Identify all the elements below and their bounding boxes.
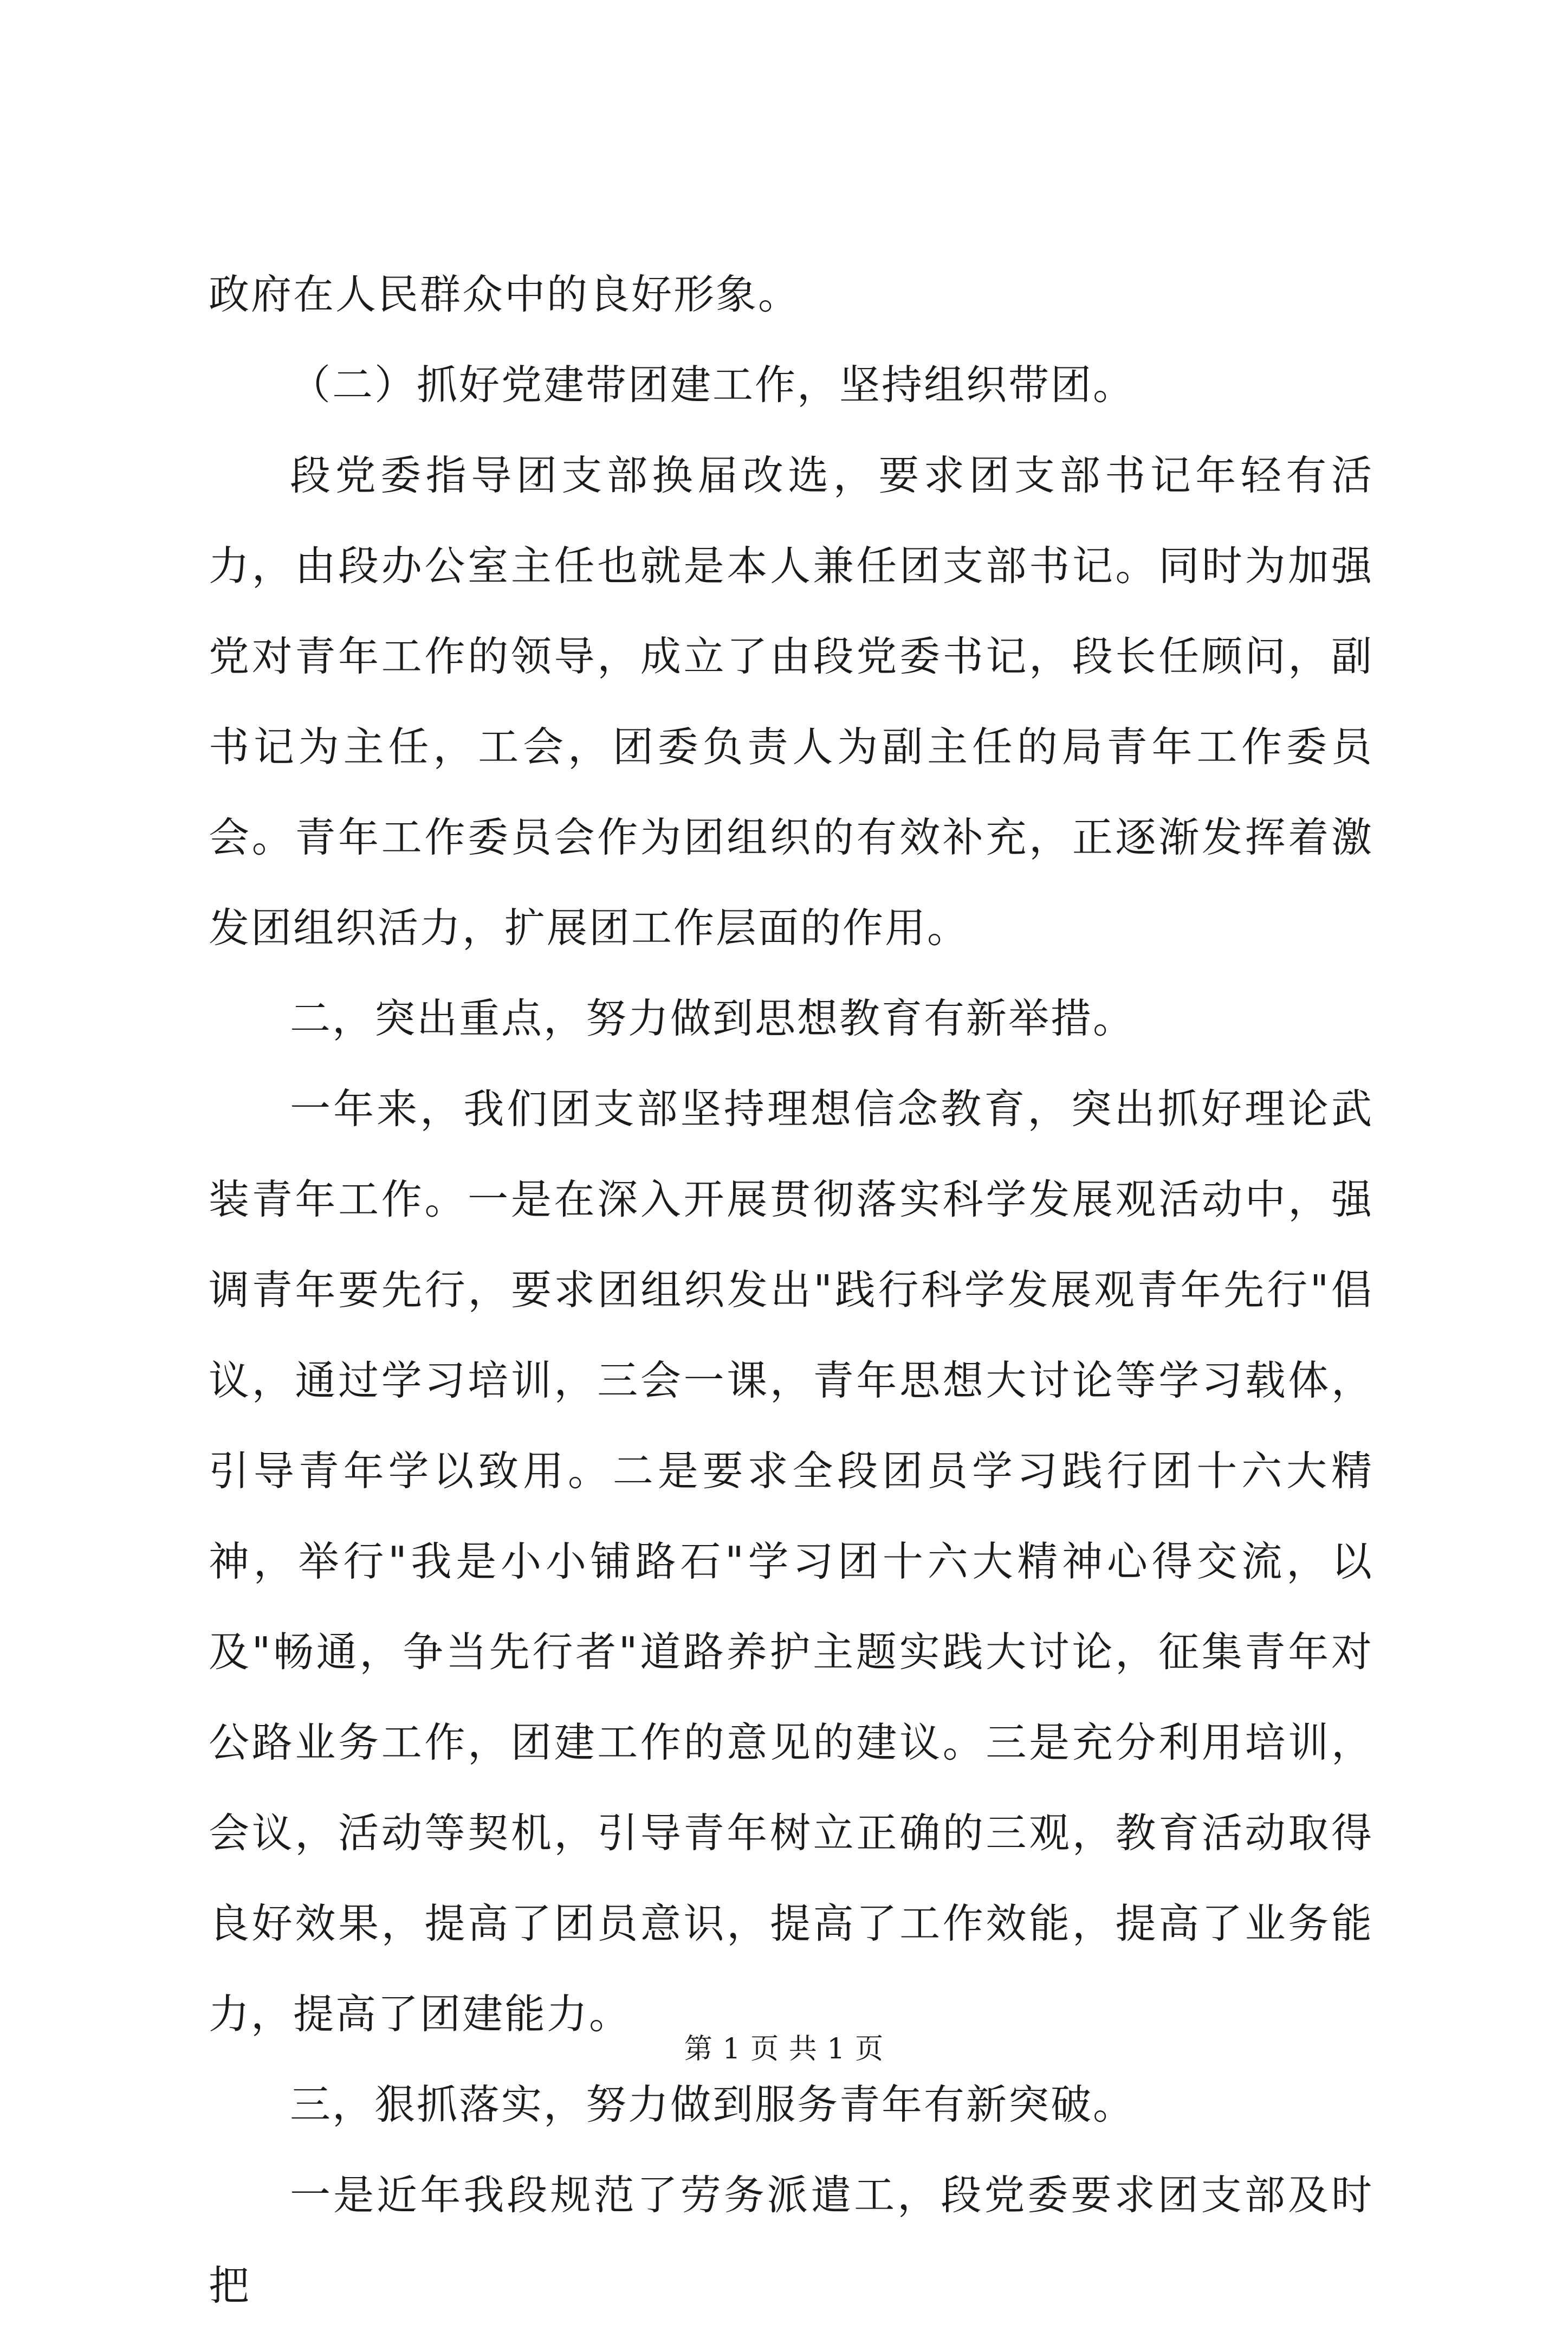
paragraph-5: 一年来，我们团支部坚持理想信念教育，突出抓好理论武装青年工作。一是在深入开展贯彻落实科学发展观活动中，强调青年要先行，要求团组织发出"践行科学发展观青年先行"倡议，通过学习培训，三会一课，青年思想大讨论等学习载体，引导青年学以致用。二是要求全段团员学习践行团十六大精神，举行"我是小小铺路石"学习团十六大精神心得交流，以及"畅通，争当先行者"道路养护主题实践大讨论，征集青年对公路业务工作，团建工作的意见的建议。三是充分利用培训，会议，活动等契机，引导青年树立正确的三观，教育活动取得良好效果，提高了团员意识，提高了工作效能，提高了业务能力，提高了团建能力。	[209, 1085, 1373, 2038]
page-footer	[0, 2026, 1568, 2067]
section-heading-4: 二，突出重点，努力做到思想教育有新举措。	[290, 995, 1136, 1042]
document-body	[209, 249, 1373, 2331]
paragraph-1: 政府在人民群众中的良好形象。	[209, 270, 801, 318]
page-number-label: 第 1 页 共 1 页	[684, 2033, 884, 2065]
section-heading-6: 三，狠抓落实，努力做到服务青年有新突破。	[290, 2081, 1136, 2128]
paragraph-3: 段党委指导团支部换届改选，要求团支部书记年轻有活力，由段办公室主任也就是本人兼任团支部书记。同时为加强党对青年工作的领导，成立了由段党委书记，段长任顾问，副书记为主任，工会，团委负责人为副主任的局青年工作委员会。青年工作委员会作为团组织的有效补充，正逐渐发挥着激发团组织活力，扩展团工作层面的作用。	[209, 451, 1373, 952]
section-heading-2: （二）抓好党建带团建工作，坚持组织带团。	[290, 361, 1136, 409]
paragraph-7: 一是近年我段规范了劳务派遣工，段党委要求团支部及时把	[209, 2171, 1373, 2309]
